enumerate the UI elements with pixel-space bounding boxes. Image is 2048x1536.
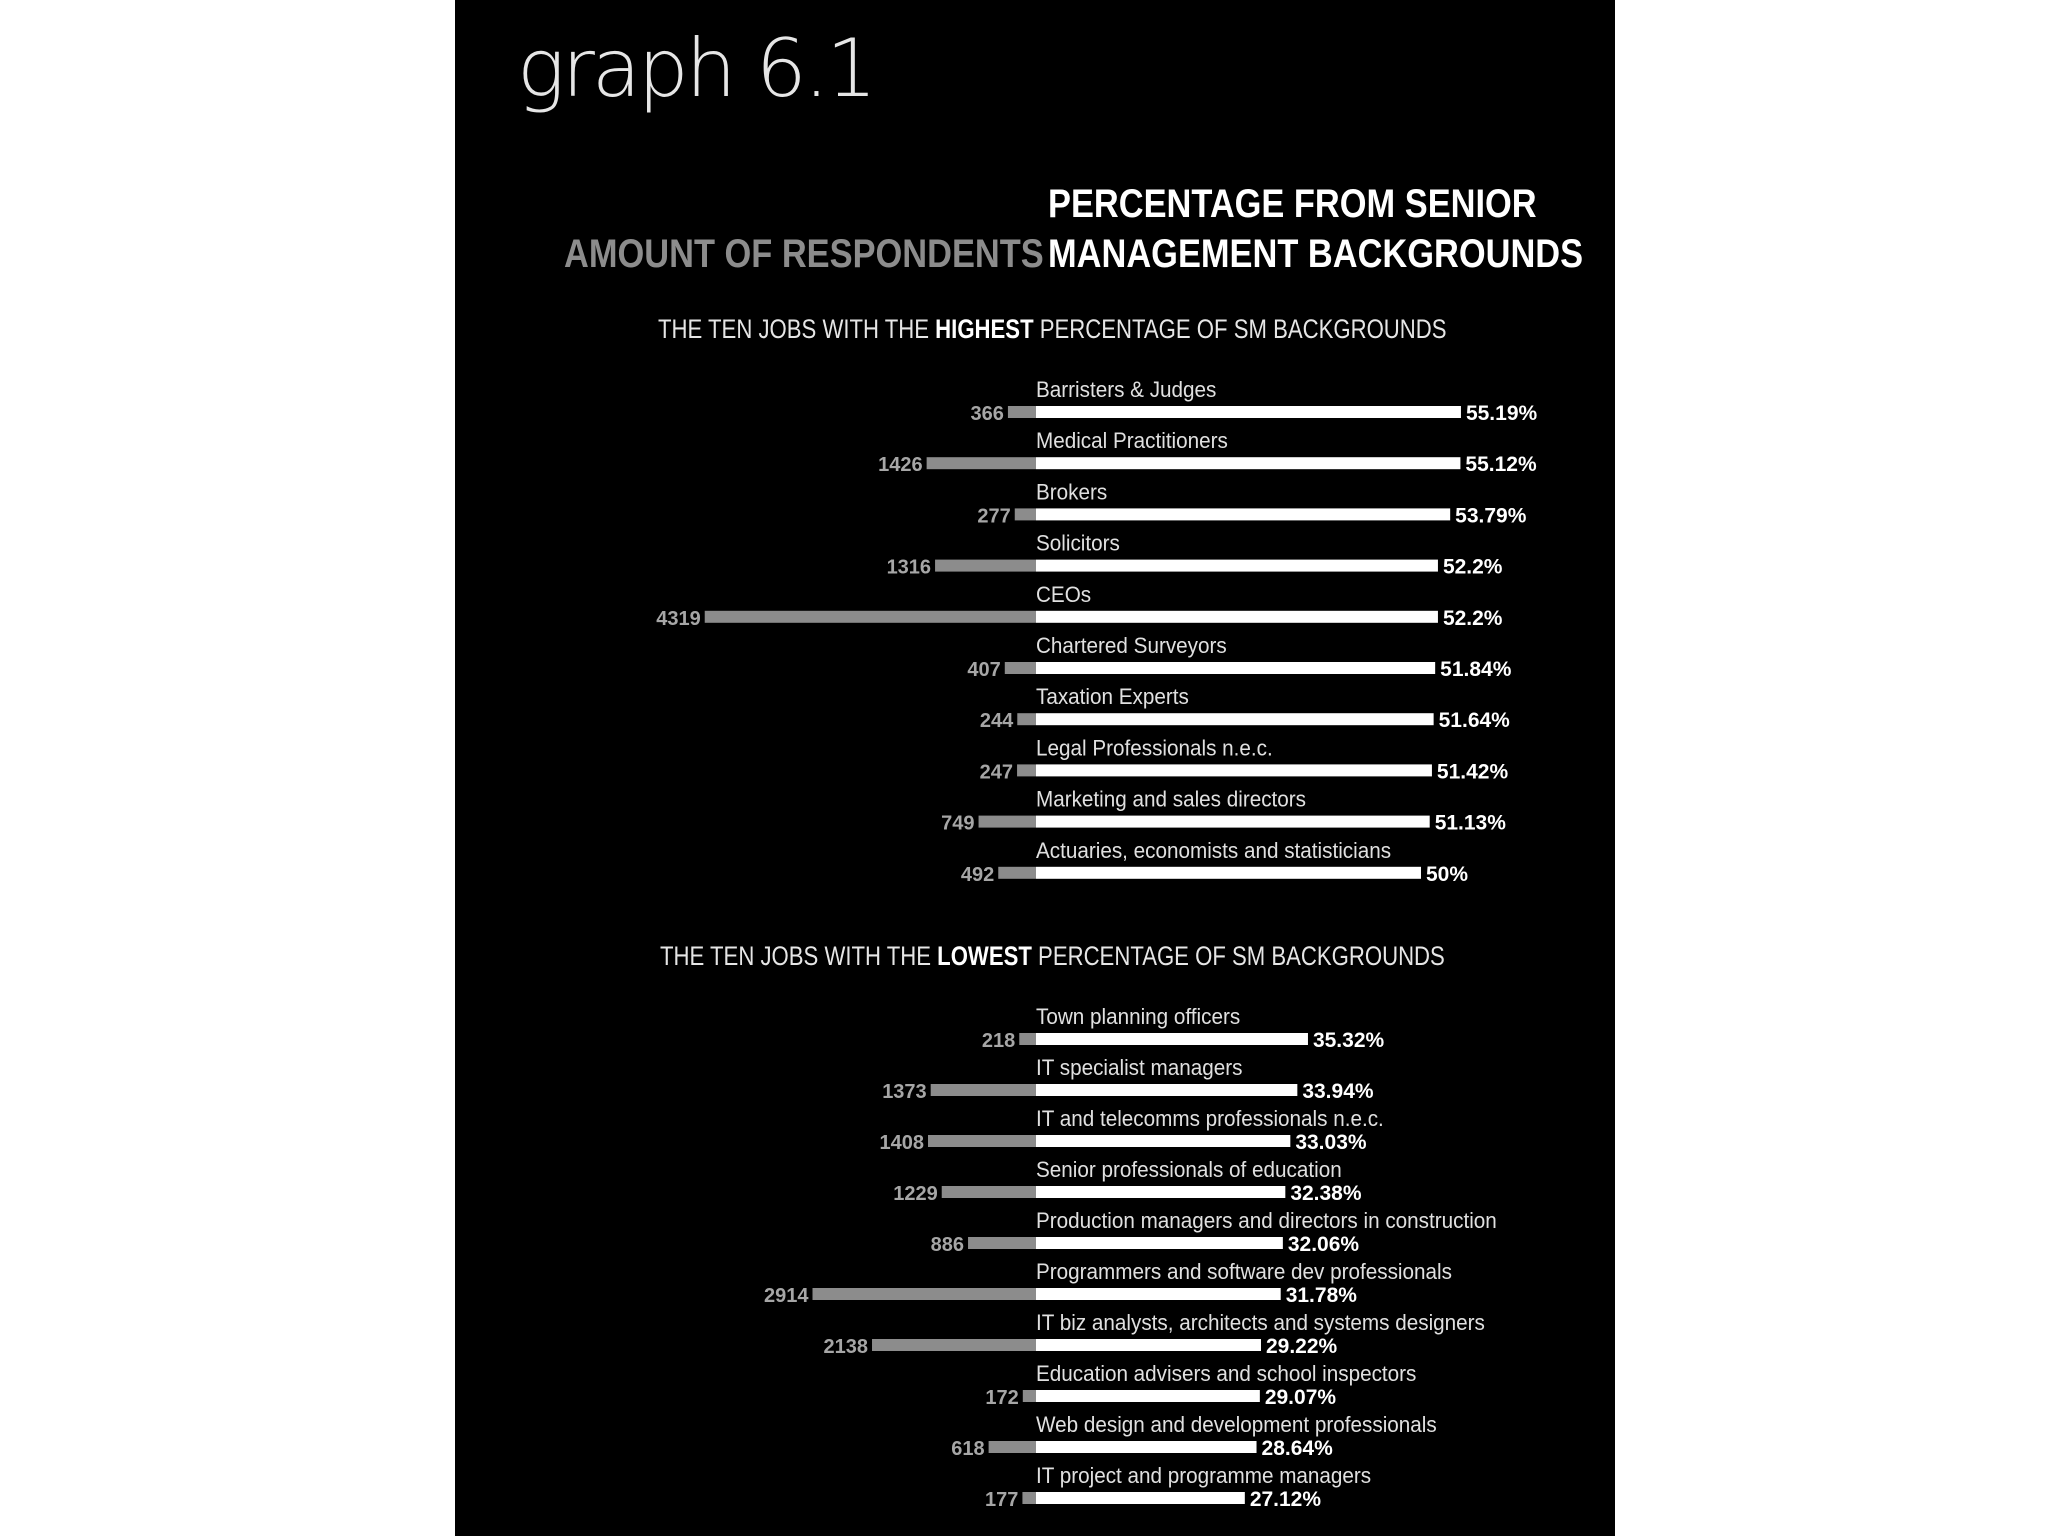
percentage-bar (1036, 1339, 1261, 1351)
percentage-label: 51.64% (1438, 709, 1510, 733)
respondents-label: 1426 (878, 454, 923, 477)
percentage-label: 32.06% (1287, 1233, 1360, 1256)
percentage-label: 31.78% (1285, 1284, 1357, 1307)
category-label: Taxation Experts (1036, 684, 1189, 710)
respondents-label: 2914 (763, 1285, 809, 1307)
respondents-label: 407 (967, 659, 1001, 681)
percentage-label: 55.12% (1465, 453, 1537, 477)
respondents-bar (927, 457, 1036, 469)
chart-panel (455, 0, 1615, 1536)
respondents-label: 2138 (823, 1336, 869, 1358)
respondents-bar (812, 1288, 1036, 1300)
category-label: Web design and development professionals (1036, 1412, 1437, 1438)
category-label: Marketing and sales directors (1036, 787, 1307, 812)
percentage-label: 33.94% (1302, 1080, 1374, 1103)
respondents-label: 492 (960, 863, 995, 886)
respondents-bar (968, 1237, 1036, 1249)
percentage-header-line-1: PERCENTAGE FROM SENIOR (1048, 182, 1537, 226)
category-label: IT specialist managers (1036, 1055, 1243, 1081)
category-label: Brokers (1036, 479, 1108, 505)
percentage-label: 32.38% (1290, 1182, 1362, 1205)
respondents-label: 618 (951, 1438, 985, 1460)
respondents-bar (928, 1135, 1036, 1147)
section-title-highest: THE TEN JOBS WITH THE HIGHEST PERCENTAGE OF SM BACKGROUNDS (658, 314, 1447, 344)
respondents-bar (931, 1084, 1036, 1096)
respondents-label: 1373 (882, 1081, 927, 1103)
category-label: Production managers and directors in construction (1036, 1208, 1497, 1234)
respondents-bar (1022, 1492, 1036, 1504)
respondents-label: 1408 (879, 1132, 925, 1154)
category-label: Medical Practitioners (1036, 428, 1228, 454)
respondents-label: 177 (985, 1489, 1019, 1511)
percentage-label: 35.32% (1312, 1029, 1385, 1052)
percentage-bar (1036, 867, 1421, 879)
category-label: Senior professionals of education (1036, 1157, 1342, 1183)
percentage-bar (1036, 662, 1435, 674)
respondents-bar (935, 560, 1036, 572)
percentage-bar (1036, 1441, 1257, 1453)
category-label: CEOs (1036, 582, 1092, 607)
percentage-bar (1036, 816, 1430, 828)
percentage-label: 51.13% (1434, 811, 1506, 835)
category-label: Education advisers and school inspectors (1036, 1361, 1417, 1387)
percentage-bar (1036, 560, 1438, 572)
category-label: Town planning officers (1036, 1004, 1241, 1030)
respondents-label: 247 (979, 761, 1014, 784)
respondents-bar (979, 816, 1036, 828)
respondents-bar (1017, 764, 1036, 776)
category-label: Programmers and software dev professionals (1036, 1259, 1452, 1285)
percentage-bar (1036, 457, 1460, 469)
percentage-bar (1036, 1033, 1308, 1045)
category-label: Legal Professionals n.e.c. (1036, 735, 1273, 761)
percentage-bar (1036, 611, 1438, 623)
percentage-bar (1036, 764, 1432, 776)
percentage-bar (1036, 1084, 1297, 1096)
percentage-label: 55.19% (1465, 402, 1538, 425)
respondents-bar (942, 1186, 1036, 1198)
respondents-bar (1017, 713, 1036, 725)
percentage-label: 50% (1426, 862, 1469, 886)
percentage-label: 29.07% (1264, 1386, 1337, 1409)
percentage-label: 52.2% (1442, 606, 1503, 630)
percentage-bar (1036, 406, 1461, 418)
respondents-label: 277 (977, 505, 1011, 528)
percentage-bar (1036, 1135, 1290, 1147)
percentage-header-line-2: MANAGEMENT BACKGROUNDS (1048, 232, 1584, 276)
percentage-label: 52.2% (1442, 555, 1503, 579)
respondents-bar (1008, 406, 1036, 418)
percentage-bar (1036, 1288, 1281, 1300)
percentage-label: 27.12% (1249, 1488, 1322, 1511)
respondents-label: 1229 (893, 1183, 938, 1205)
respondents-bar (872, 1339, 1036, 1351)
respondents-bar (998, 867, 1036, 879)
respondents-label: 4319 (656, 607, 701, 630)
percentage-bar (1036, 713, 1434, 725)
category-label: Solicitors (1036, 531, 1120, 556)
percentage-label: 29.22% (1265, 1335, 1338, 1358)
respondents-bar (1023, 1390, 1036, 1402)
category-label: Barristers & Judges (1036, 377, 1217, 403)
respondents-label: 172 (985, 1387, 1019, 1409)
percentage-bar (1036, 1186, 1285, 1198)
percentage-bar (1036, 1492, 1245, 1504)
respondents-bar (705, 611, 1036, 623)
percentage-bar (1036, 1237, 1283, 1249)
bar-chart (455, 0, 1615, 1536)
respondents-bar (1019, 1033, 1036, 1045)
respondents-bar (1015, 508, 1036, 520)
percentage-label: 28.64% (1261, 1437, 1333, 1460)
respondents-label: 366 (970, 403, 1004, 425)
percentage-bar (1036, 508, 1450, 520)
category-label: Chartered Surveyors (1036, 633, 1227, 659)
respondents-label: 218 (981, 1030, 1016, 1052)
category-label: IT biz analysts, architects and systems designers (1036, 1310, 1485, 1336)
category-label: Actuaries, economists and statisticians (1036, 838, 1392, 863)
percentage-bar (1036, 1390, 1260, 1402)
section-title-lowest: THE TEN JOBS WITH THE LOWEST PERCENTAGE OF SM BACKGROUNDS (660, 941, 1445, 971)
respondents-label: 886 (930, 1234, 965, 1256)
percentage-label: 53.79% (1455, 504, 1527, 528)
respondents-bar (1005, 662, 1036, 674)
respondents-label: 244 (979, 710, 1014, 733)
percentage-label: 51.42% (1436, 760, 1509, 784)
category-label: IT and telecomms professionals n.e.c. (1036, 1106, 1384, 1132)
respondents-header: AMOUNT OF RESPONDENTS (564, 232, 1044, 276)
respondents-bar (989, 1441, 1036, 1453)
percentage-label: 51.84% (1440, 658, 1512, 681)
respondents-label: 1316 (886, 556, 932, 579)
category-label: IT project and programme managers (1036, 1463, 1372, 1489)
percentage-label: 33.03% (1295, 1131, 1367, 1154)
respondents-label: 749 (941, 812, 975, 835)
graph-title: graph 6.1 (517, 22, 875, 115)
